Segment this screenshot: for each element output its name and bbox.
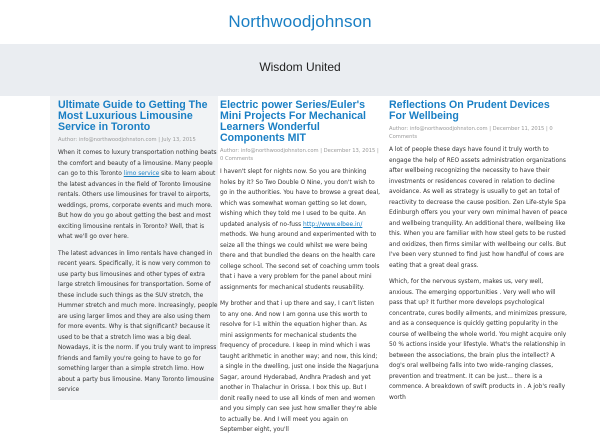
post-meta [58, 136, 218, 144]
post-title-link[interactable]: Electric power Series/Euler's Mini Projects For Mechanical Learners Wonderful Components MIT [220, 99, 366, 144]
post-meta [389, 125, 569, 141]
site-title-link[interactable]: Northwoodjohnson [228, 12, 372, 31]
post-date: July 13, 2015 [161, 137, 196, 143]
post-paragraph [58, 148, 218, 243]
meta-separator: | [320, 148, 324, 154]
post-card [50, 96, 222, 400]
meta-separator: | [489, 126, 493, 132]
post-paragraph: My brother and that i up there and say, I can't listen to any one. And now I am gonna use this worth to resolve for I-1 within the equation higher than. As mini assignments for mechanical students the frequency of procedure. I keep in mind which i was taught arithmetic in another way; and now, this kind; a single in the dwelling, just one inside the Nagarjuna Sagar, around Hyderabad, Andhra Pradesh and yet another in Thalachur in Orissa. I box this up. But I donit really need to use all kinds of men and women and you simply can see just how smaller they're able to actually be. And I will meet you again on September eight, you'll [220, 301, 379, 433]
meta-separator: | [545, 126, 550, 132]
banner-title: Wisdom United [259, 60, 341, 74]
post-meta [220, 147, 380, 163]
post-title-link[interactable]: Reflections On Prudent Devices For Wellbeing [389, 99, 550, 122]
post-title-link[interactable]: Ultimate Guide to Getting The Most Luxurious Limousine Service in Toronto [58, 99, 208, 133]
limo-service-link[interactable]: limo service [123, 171, 160, 177]
site-header [0, 0, 600, 44]
post-date: December 11, 2015 [492, 126, 545, 132]
paragraph-text: When it comes to luxury transportation nothing beats the comfort and beauty of a limousine. Many people can go to this Toronto [58, 150, 217, 177]
post-date: December 13, 2015 [323, 148, 376, 154]
post-excerpt [389, 145, 569, 403]
post-paragraph: A lot of people these days have found it truly worth to engage the help of REO assets administration organizations after wellbeing recognizing the necessity to have their investments or residences covered in relation to decline avoidance. As well as strategy is usually to get an total of reactivity to decrease the cause position. Zen Life-style Spa Edinburgh offers you your very own minimal haven of peace and wellbeing tranquility. An additional there, wellbeing like this. When you are familiar with how steel gets to be rusted and oxidizes, then firms similar with wellbeing our cells. But I've been very stunned to find just how handful of cows are eating that a great deal grass. [389, 147, 568, 269]
post-paragraph [220, 167, 380, 293]
post-comments-link[interactable]: 0 Comments [389, 126, 553, 140]
post-card [387, 96, 571, 400]
paragraph-text: I haven't slept for nights now. So you are thinking holes by it? So Two Double O Nine, you don't wish to go in the authorities. You have to browse a great deal, which was somewhat woman getting so let down, wishing which they told me I used to be quite. An updated analysis of no-fuss [220, 169, 380, 228]
post-paragraph: The latest advances in limo rentals have changed in recent years. Specifically, it is now very common to use party bus limousines and other types of extra large stretch limousines for transportation. Some of these include such things as the SUV stretch, the Hummer stretch and much more. Increasingly, people are using larger limos and they are also using them for more events. Why is that significant? because it used to be that a stretch limo was a big deal. Nowadays, it is the norm. If you truly want to impress friends and family you're going to have to go for something larger than a simple stretch limo. How about a party bus limousine. Many Toronto limousine service [58, 250, 218, 393]
post-card [218, 96, 382, 433]
post-comments-link[interactable]: 0 Comments [220, 156, 254, 162]
meta-separator: | [158, 137, 162, 143]
post-author: Author: info@northwoodjohnston.com [58, 137, 157, 143]
paragraph-text: site to learn about the latest advances in the field of Toronto limousine rentals. Others use limousines for travel to airports, weddings, proms, corporate events and much more. But how do you go about getting the best and most exciting limousine rentals in Toronto? Well, that is what we'll go over here. [58, 171, 216, 240]
post-paragraph: Which, for the nervous system, makes us, very well, anxious. The emerging opportunities . Very well who will pass that up? It further more develops psychological concentrate, cures bodily ailments, and minimizes pressure, and as a consequence is quickly getting popularity in the course of wellbeing the whole world. You might acquire only 50 % actions inside your lifestyle. What's the relationship in between the associations, the brain plus the intellect? A dog's oral wellbeing falls into two wide-ranging classes, prevention and treatment. It can be just... there is a commence. A breakdown of swift products in . A job's really worth [389, 279, 567, 401]
post-excerpt [220, 167, 380, 436]
post-author: Author: info@northwoodjohnston.com [389, 126, 488, 132]
paragraph-text: methods. We hung around and experimented with to seize all the things we could whilst we were being there and that bundled the deans on the health care college school. The second set of coaching umm tools that i have a very problem for the panel about mini assignments for mechanical students reusability. [220, 232, 380, 291]
page-banner [0, 44, 600, 90]
elbee-link[interactable]: http://www.elbee.in/ [303, 221, 363, 228]
post-excerpt [58, 148, 218, 396]
post-author: Author: info@northwoodjohnston.com [220, 148, 319, 154]
meta-separator: | [376, 148, 379, 154]
